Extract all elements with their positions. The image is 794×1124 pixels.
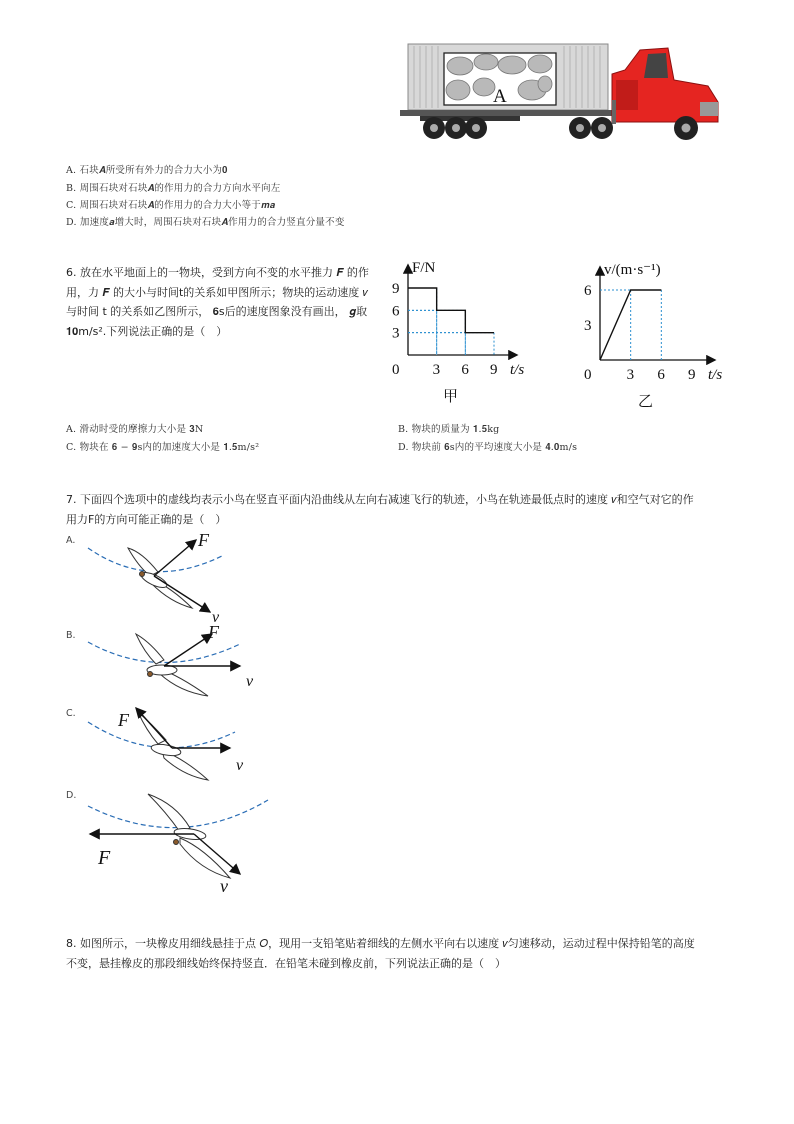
- truck-illustration: [400, 40, 730, 145]
- y-axis-label: v/(m·s⁻¹): [604, 262, 661, 278]
- velocity-label: v: [212, 609, 220, 626]
- q6-option-a[interactable]: A. 滑动时受的摩擦力大小是 𝟑N: [66, 424, 204, 435]
- force-label: F: [118, 710, 129, 730]
- q5-option-c[interactable]: C. 周围石块对石块𝑨的作用力的合力大小等于𝒎𝒂: [66, 200, 276, 211]
- data-series-line: [600, 290, 661, 360]
- q6-line-4: 𝟏𝟎m/s².下列说法正确的是（ ）: [66, 324, 228, 338]
- q6-option-d[interactable]: D. 物块前 𝟔s内的平均速度大小是 𝟒.𝟎m/s: [398, 442, 578, 453]
- q7-line-2: 用力F的方向可能正确的是（ ）: [66, 512, 227, 526]
- bird-diagram-c[interactable]: [80, 700, 260, 790]
- y-tick-label: 9: [392, 281, 400, 297]
- x-tick-label: 6: [657, 367, 665, 383]
- chart-title: 甲: [443, 389, 459, 405]
- q6-option-c[interactable]: C. 物块在 𝟔 − 𝟗s内的加速度大小是 𝟏.𝟓m/s²: [66, 442, 260, 453]
- q7-line-1: 7. 下面四个选项中的虚线均表示小鸟在竖直平面内沿曲线从左向右减速飞行的轨迹，小鸟在轨迹最低点时的速度 𝑣和空气对它的作: [66, 493, 694, 506]
- x-tick-label: 9: [688, 367, 696, 383]
- y-tick-label: 6: [584, 283, 592, 299]
- x-tick-label: 3: [432, 362, 441, 378]
- q6-line-2: 用，力 𝑭 的大小与时间t的关系如甲图所示；物块的运动速度 𝑣: [66, 285, 368, 299]
- x-tick-label: 0: [584, 367, 592, 383]
- x-tick-label: 0: [392, 362, 400, 378]
- x-tick-label: 3: [626, 367, 635, 383]
- q6-stem: [66, 263, 386, 341]
- velocity-label: v: [246, 673, 254, 690]
- x-axis-label: t/s: [708, 367, 723, 383]
- q6-option-b[interactable]: B. 物块的质量为 𝟏.𝟓kg: [398, 424, 500, 435]
- x-tick-label: 6: [461, 362, 469, 378]
- y-tick-label: 3: [584, 318, 592, 334]
- velocity-time-chart: [580, 262, 740, 410]
- bird-icon: [148, 794, 230, 878]
- bird-diagram-d[interactable]: [80, 782, 280, 897]
- force-time-chart: [386, 262, 536, 410]
- force-label: F: [198, 530, 209, 550]
- q7-option-d-label[interactable]: D.: [66, 790, 77, 801]
- bird-diagram-a[interactable]: [80, 526, 250, 626]
- y-tick-label: 3: [392, 325, 400, 342]
- q7-option-a-label[interactable]: A.: [66, 535, 76, 546]
- force-label: F: [208, 622, 219, 642]
- y-axis-label: F/N: [412, 262, 436, 276]
- q6-line-1: 6. 放在水平地面上的一物块，受到方向不变的水平推力 𝑭 的作: [66, 266, 369, 279]
- q5-option-a[interactable]: A. 石块𝑨所受所有外力的合力大小为𝟎: [66, 165, 228, 176]
- velocity-label: v: [236, 757, 244, 774]
- q5-option-d[interactable]: D. 加速度𝒂增大时，周围石块对石块𝑨作用力的合力竖直分量不变: [66, 217, 345, 228]
- velocity-label: v: [220, 876, 228, 896]
- q7-stem: [66, 490, 746, 529]
- bird-icon: [128, 548, 192, 608]
- q8-stem: [66, 934, 746, 973]
- bird-diagram-b[interactable]: [80, 620, 270, 705]
- q8-line-1: 8. 如图所示，一块橡皮用细线悬挂于点 𝑂，现用一支铅笔贴着细线的左侧水平向右以速度 𝑣匀速移动，运动过程中保持铅笔的高度: [66, 937, 695, 950]
- q5-option-b[interactable]: B. 周围石块对石块𝑨的作用力的合力方向水平向左: [66, 183, 281, 194]
- y-tick-label: 6: [392, 303, 400, 320]
- q8-line-2: 不变，悬挂橡皮的那段细线始终保持竖直．在铅笔未碰到橡皮前，下列说法正确的是（ ）: [66, 956, 506, 970]
- stone-a-label: A: [493, 86, 507, 107]
- chart-title: 乙: [638, 394, 654, 410]
- q6-line-3: 与时间 t 的关系如乙图所示， 𝟔s后的速度图象没有画出， 𝒈取: [66, 305, 368, 318]
- force-label: F: [98, 847, 111, 869]
- q7-option-c-label[interactable]: C.: [66, 708, 76, 719]
- x-tick-label: 9: [490, 362, 498, 378]
- q7-option-b-label[interactable]: B.: [66, 630, 76, 641]
- x-axis-label: t/s: [510, 362, 525, 378]
